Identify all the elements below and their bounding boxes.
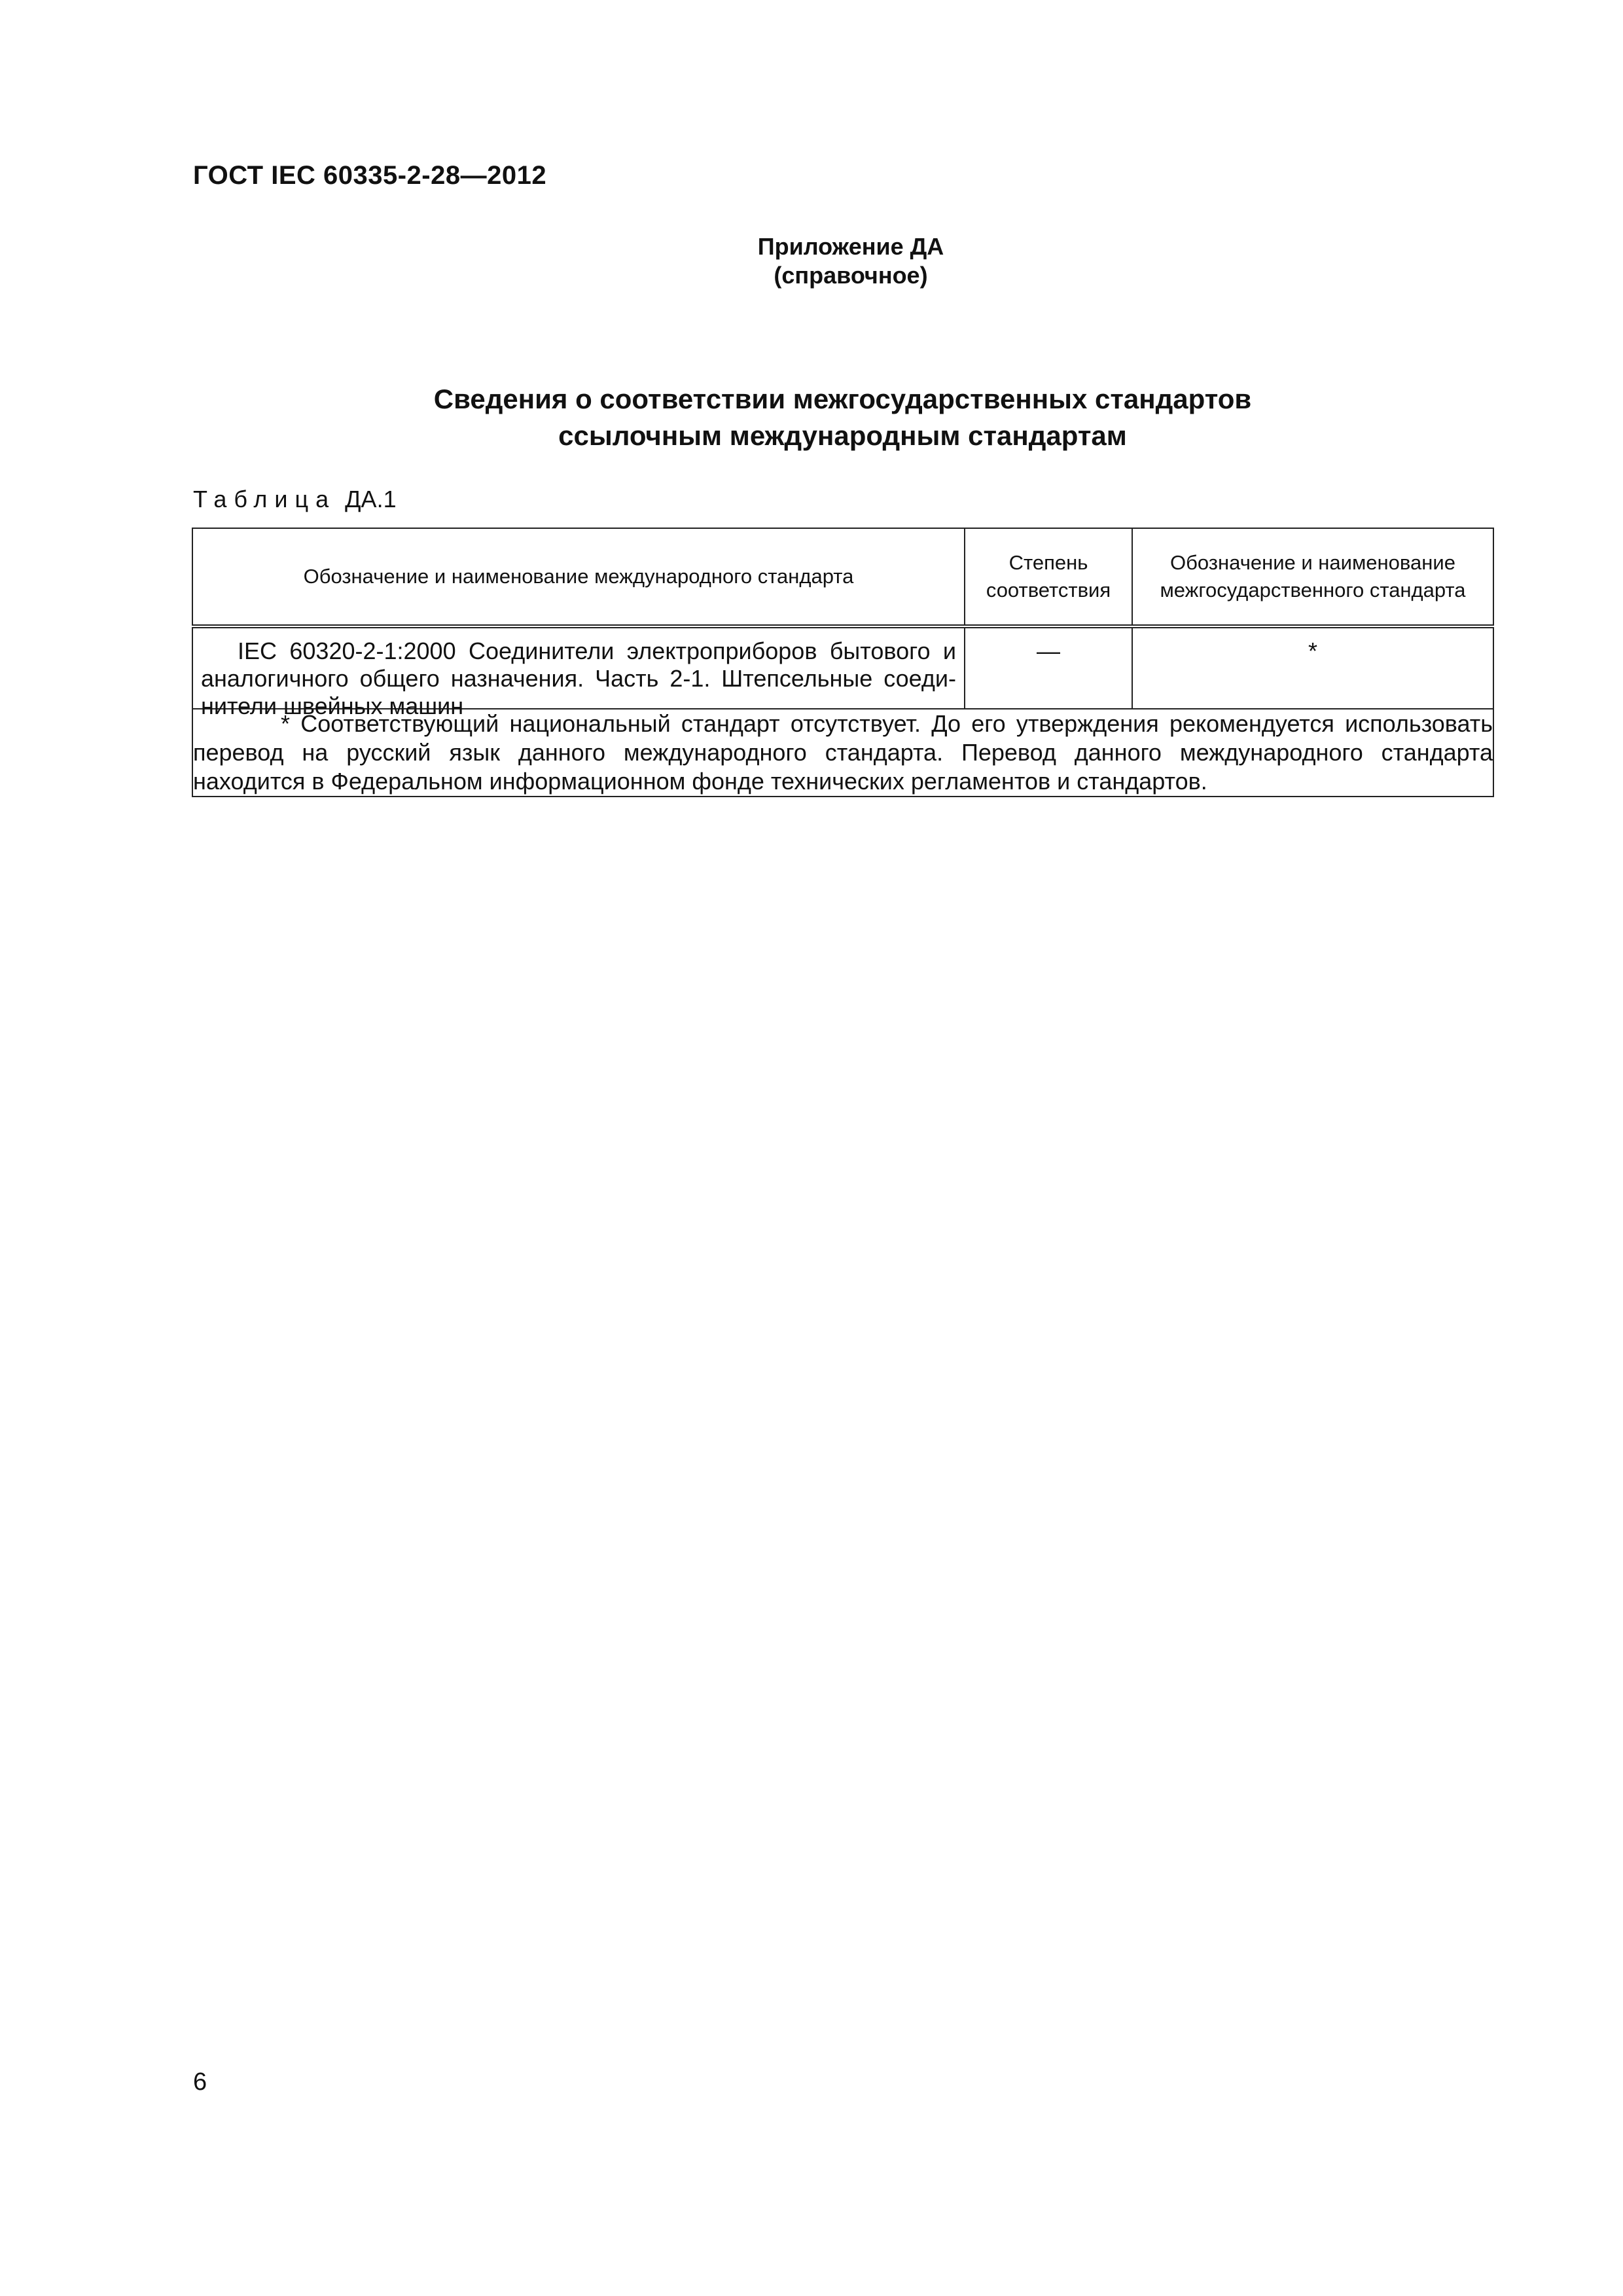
header-degree xyxy=(965,528,1132,626)
table-caption xyxy=(193,486,397,513)
section-title-line1: Сведения о соответствии межгосударственных стандартов xyxy=(433,384,1252,414)
cell-interstate-standard xyxy=(1132,626,1493,709)
document-code: ГОСТ IEC 60335-2-28—2012 xyxy=(193,161,547,190)
header-degree-line1: Степень xyxy=(1008,551,1088,574)
annex-title: Приложение ДА xyxy=(757,233,944,260)
page-number: 6 xyxy=(193,2068,207,2096)
table-header-row xyxy=(192,528,1493,626)
header-interstate-standard xyxy=(1132,528,1493,626)
section-title-line2: ссылочным международным стандартам xyxy=(558,420,1127,451)
header-international-standard xyxy=(192,528,965,626)
cell-international-standard xyxy=(192,626,965,719)
header-degree-line2: соответствия xyxy=(986,579,1111,601)
interstate-standard-value: * xyxy=(1308,637,1317,664)
table-footnote: * Соответствующий национальный стандарт отсутствует. До его утверждения рекомендуется использовать перевод на русский язык данного международного стандарта. Перевод данного международного стандарта находится в Федеральном информационном фонде технических регламентов и стандартов. xyxy=(192,709,1493,797)
table-caption-word: Таблица xyxy=(193,486,336,512)
table-row xyxy=(192,626,1493,709)
cell-degree xyxy=(965,626,1132,709)
table-caption-number: ДА.1 xyxy=(345,486,397,512)
annex-subtitle: (справочное) xyxy=(774,262,928,289)
header-interstate-line2: межгосударственного стандарта xyxy=(1160,579,1466,601)
header-international-label: Обозначение и наименование международного стандарта xyxy=(303,565,854,588)
header-interstate-line1: Обозначение и наименование xyxy=(1170,551,1455,574)
international-standard-text: IEC 60320-2-1:2000 Соединители электроприборов бытового и аналогичного общего назначения. Часть 2-1. Штепсельные соединители швейных машин xyxy=(201,637,956,719)
degree-value: — xyxy=(1037,637,1060,664)
correspondence-table xyxy=(192,528,1494,797)
table-footnote-row xyxy=(192,709,1493,797)
